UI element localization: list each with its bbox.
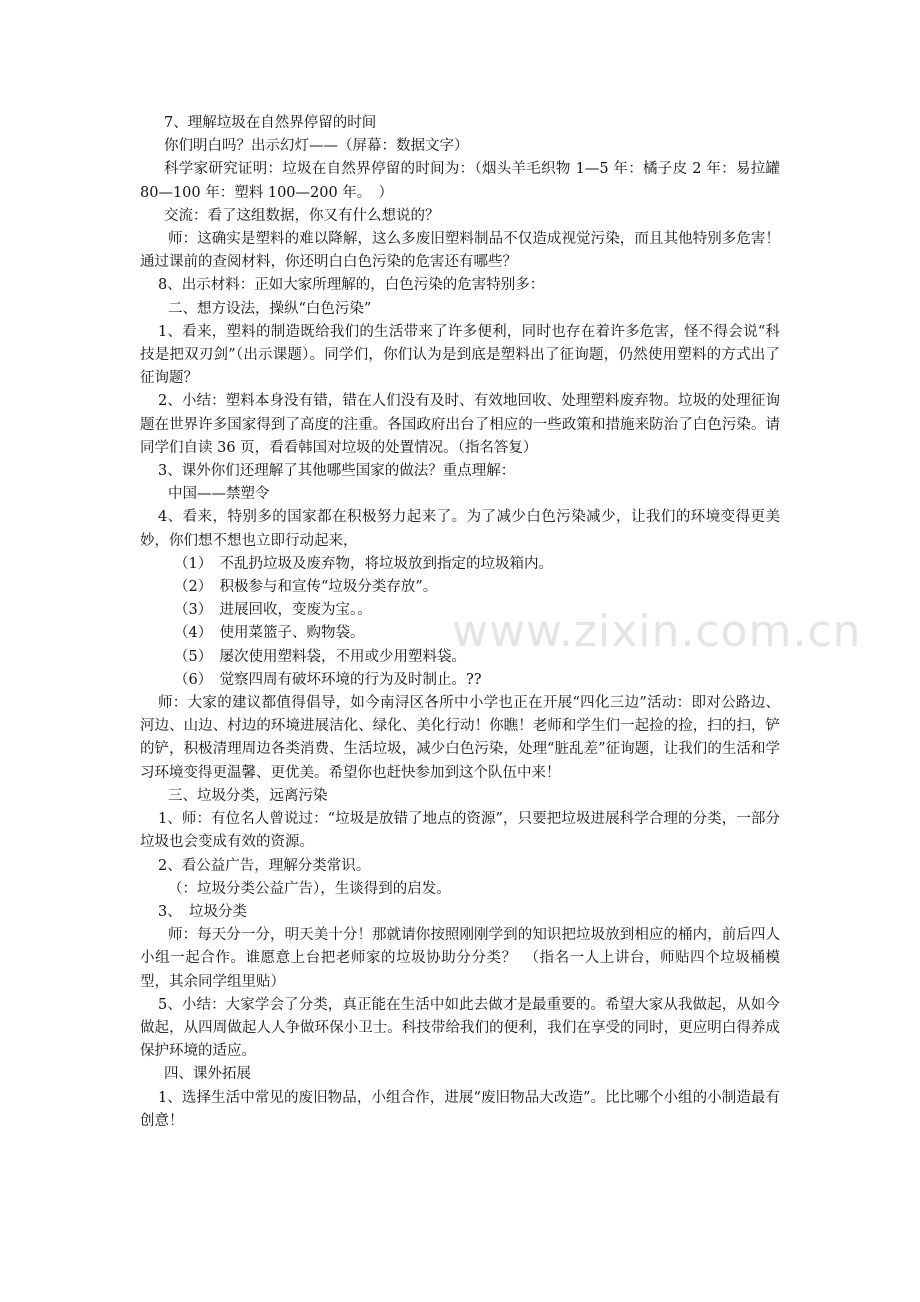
paragraph: 四、课外拓展 xyxy=(164,1066,251,1083)
paragraph: 科学家研究证明：垃圾在自然界停留的时间为：（烟头羊毛织物 1—5 年：橘子皮 2 年：易拉罐 80—100 年：塑料 100—200 年。 ） xyxy=(140,161,780,201)
paragraph: 二、想方设法，操纵“白色污染” xyxy=(168,300,372,317)
paragraph: 5、小结：大家学会了分类，真正能在生活中如此去做才是最重要的。希望大家从我做起，从如今做起，从四周做起人人争做环保小卫士。科技带给我们的便利，我们在享受的同时，更应明白得养成保护环境的适应。 xyxy=(140,996,780,1060)
paragraph: 7、理解垃圾在自然界停留的时间 xyxy=(164,115,377,131)
paragraph: 交流：看了这组数据，你又有什么想说的？ xyxy=(164,207,440,224)
paragraph: 1、看来，塑料的制造既给我们的生活带来了许多便利，同时也存在着许多危害，怪不得会说“科技是把双刃剑”（出示课题）。同学们，你们认为是到底是塑料出了征询题，仍然使用塑料的方式出了征询题？ xyxy=(140,323,780,387)
paragraph: 8、出示材料：正如大家所理解的，白色污染的危害特别多： xyxy=(158,277,545,294)
paragraph: 师：大家的建议都值得倡导，如今南浔区各所中小学也正在开展“四化三边”活动：即对公路边、河边、山边、村边的环境进展洁化、绿化、美化行动！你瞧！老师和学生们一起捡的捡，扫的扫，铲的铲，积极清理周边各类消费、生活垃圾，减少白色污染，处理“脏乱差”征询题，让我们的生活和学习环境变得更温馨、更优美。希望你也赶快参加到这个队伍中来！ xyxy=(140,695,780,781)
paragraph: （4） 使用菜篮子、购物袋。 xyxy=(174,625,365,642)
paragraph: 1、选择生活中常见的废旧物品，小组合作，进展“废旧物品大改造”。比比哪个小组的小制造最有创意！ xyxy=(140,1089,780,1129)
paragraph: 3、课外你们还理解了其他哪些国家的做法？重点理解： xyxy=(158,463,516,480)
paragraph: （1） 不乱扔垃圾及废弃物，将垃圾放到指定的垃圾箱内。 xyxy=(174,555,553,572)
paragraph: 2、小结：塑料本身没有错，错在人们没有及时、有效地回收、处理塑料废弃物。垃圾的处理征询题在世界许多国家得到了高度的注重。各国政府出台了相应的一些政策和措施来防治了白色污染。请同学们自读 36 页，看看韩国对垃圾的处置情况。（指名答复） xyxy=(140,393,780,456)
paragraph: 中国——禁塑令 xyxy=(168,486,270,503)
paragraph: 4、看来，特别多的国家都在积极努力起来了。为了减少白色污染减少，让我们的环境变得更美妙，你们想不想也立即行动起来， xyxy=(140,509,780,549)
paragraph: 2、看公益广告，理解分类常识。 xyxy=(158,857,371,874)
paragraph: 你们明白吗？出示幻灯——（屏幕：数据文字） xyxy=(164,138,469,155)
paragraph: （6） 觉察四周有破坏环境的行为及时制止。?? xyxy=(174,671,482,688)
paragraph: 三、垃圾分类，远离污染 xyxy=(168,787,328,804)
paragraph: （3） 进展回收，变废为宝。。 xyxy=(174,602,372,619)
paragraph: （2） 积极参与和宣传“垃圾分类存放”。 xyxy=(174,579,438,596)
paragraph: 3、 垃圾分类 xyxy=(158,903,247,920)
paragraph: （：垃圾分类公益广告），生谈得到的启发。 xyxy=(168,880,451,897)
watermark: www.zixin.com.cn xyxy=(452,606,862,657)
paragraph: （5） 屡次使用塑料袋，不用或少用塑料袋。 xyxy=(174,648,466,665)
paragraph: 师：每天分一分，明天美十分！那就请你按照刚刚学到的知识把垃圾放到相应的桶内，前后四人小组一起合作。谁愿意上台把老师家的垃圾协助分分类？ （指名一人上讲台，师贴四个垃圾桶模型，其余同学组里贴） xyxy=(140,927,780,990)
paragraph: 1、师：有位名人曾说过：“垃圾是放错了地点的资源”，只要把垃圾进展科学合理的分类，一部分垃圾也会变成有效的资源。 xyxy=(140,811,780,851)
paragraph: 师：这确实是塑料的难以降解，这么多废旧塑料制品不仅造成视觉污染，而且其他特别多危害！通过课前的查阅材料，你还明白白色污染的危害还有哪些？ xyxy=(140,231,780,271)
